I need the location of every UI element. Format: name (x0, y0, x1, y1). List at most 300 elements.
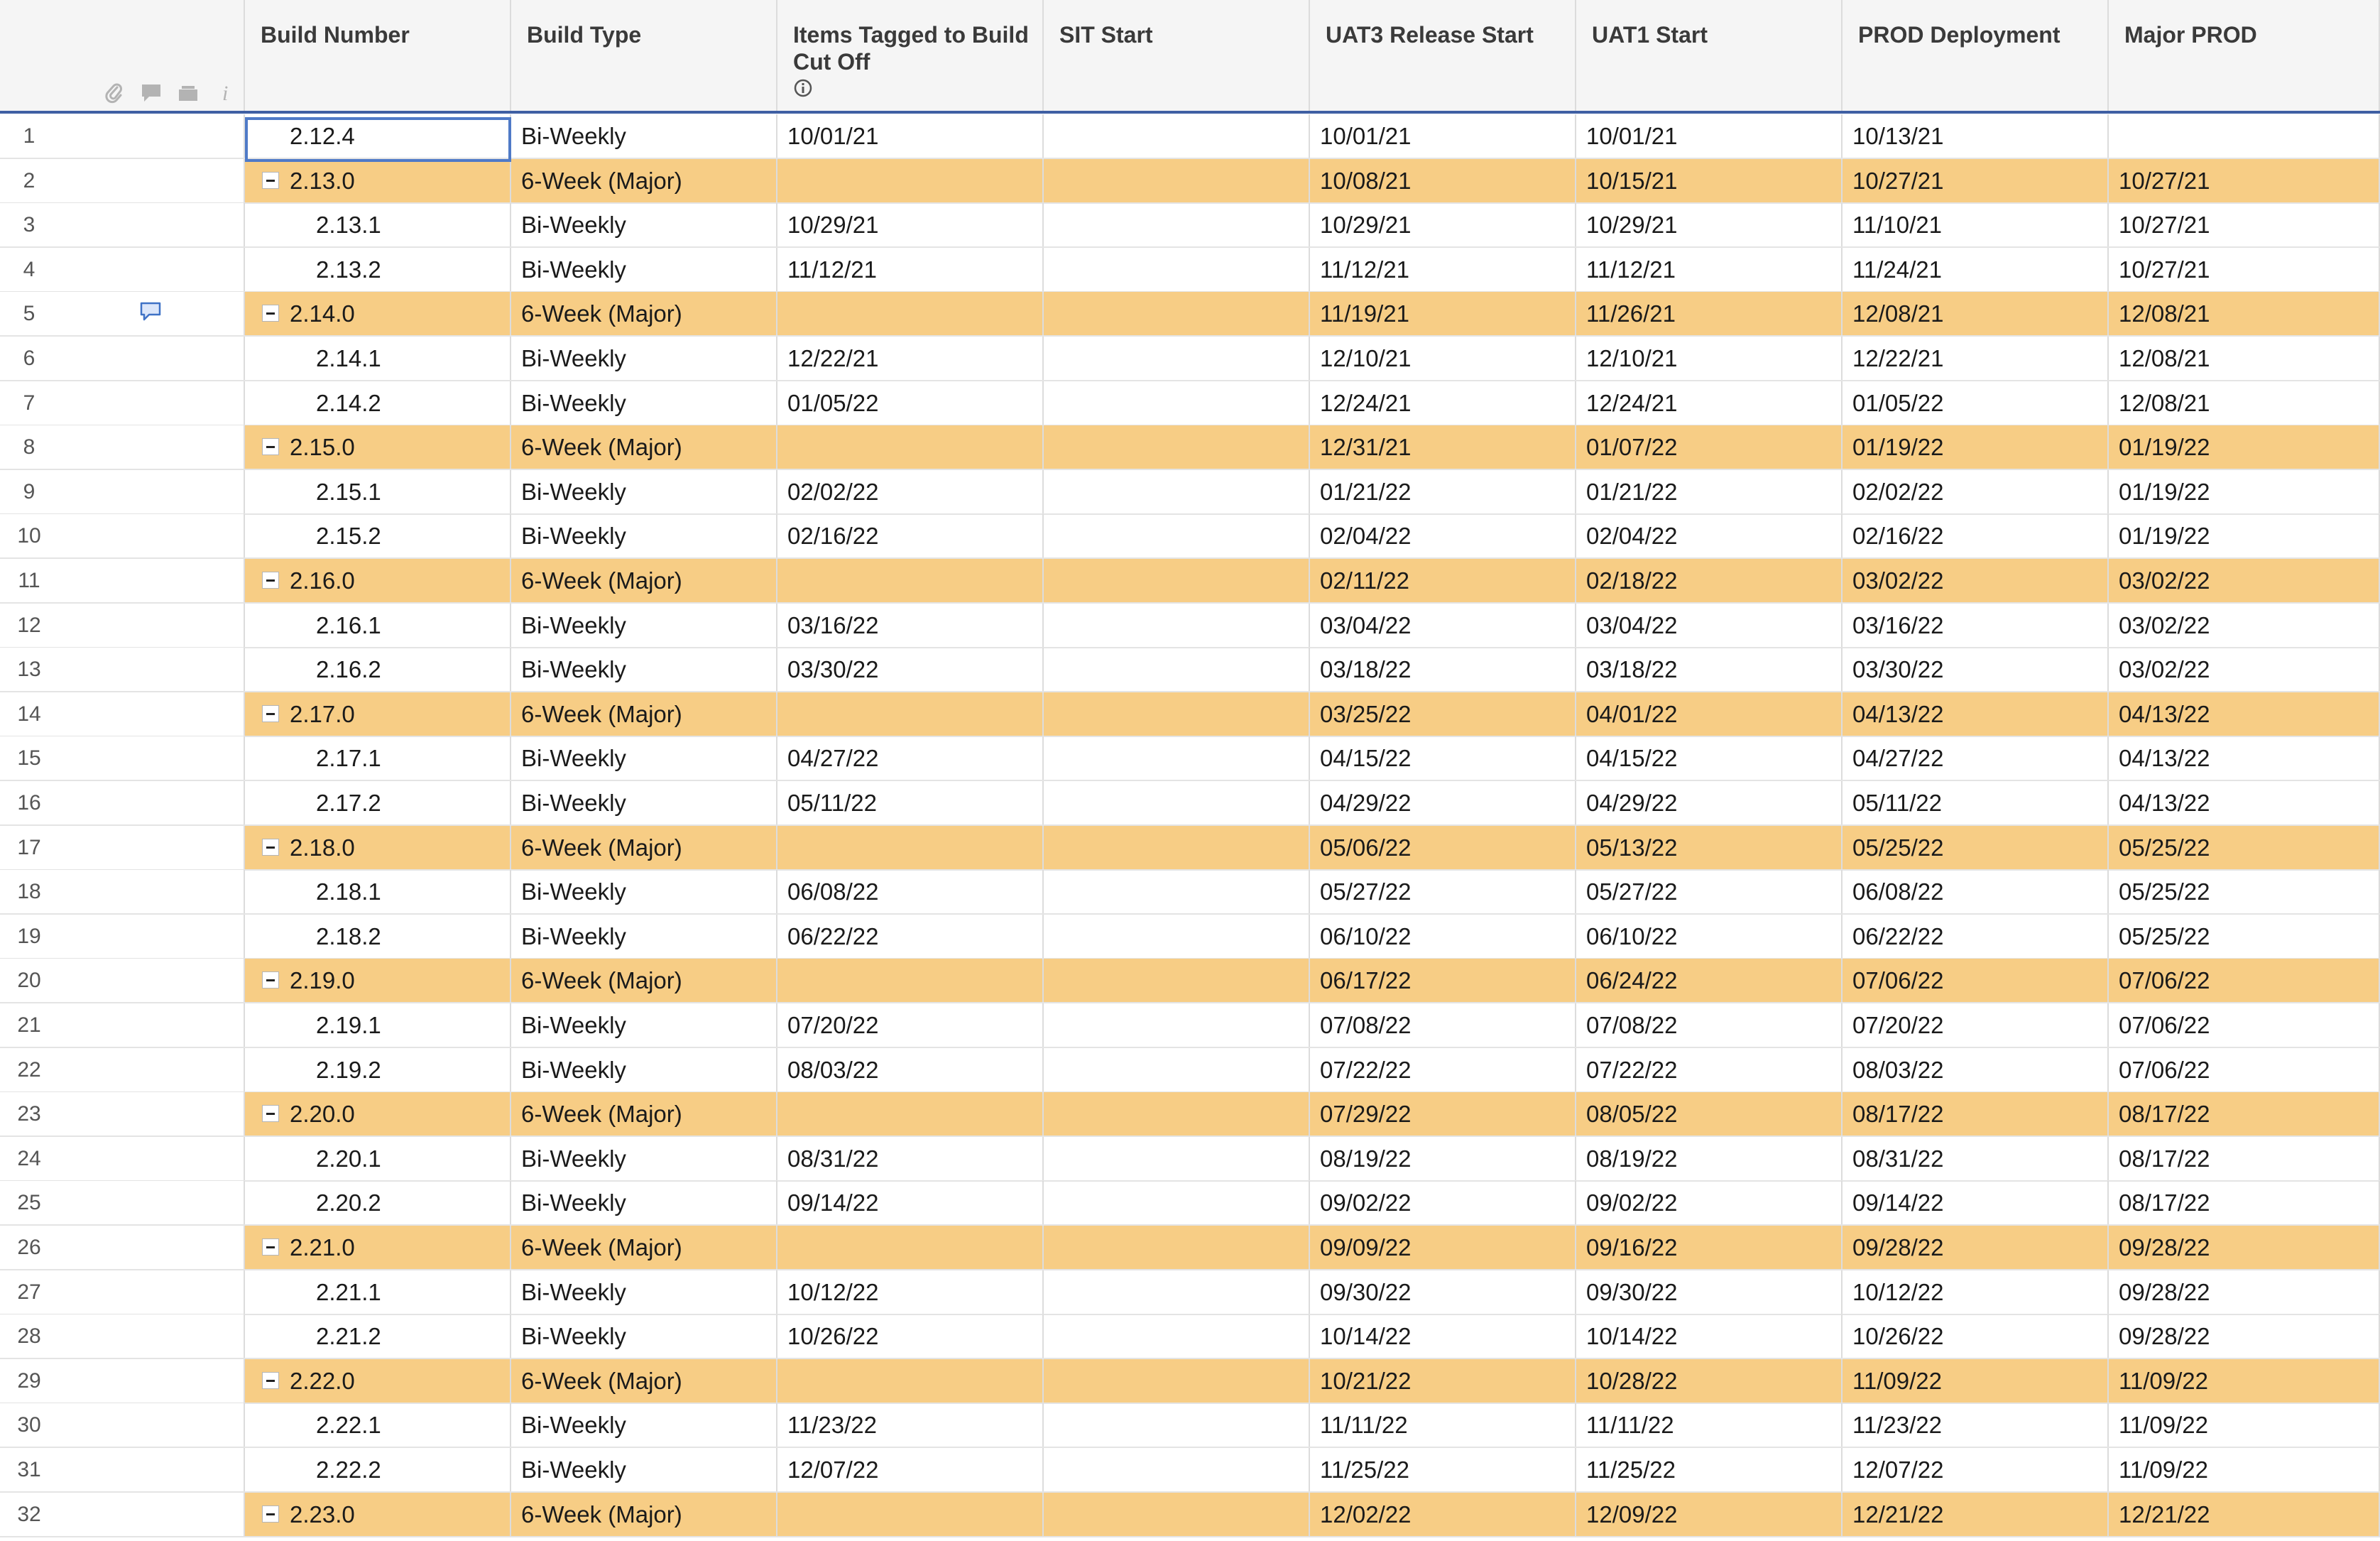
cell-sit[interactable] (1044, 203, 1310, 246)
cell-type[interactable] (511, 514, 777, 557)
cell-uat1[interactable] (1576, 1137, 1843, 1180)
cell-build[interactable] (245, 1092, 511, 1136)
cell-major[interactable] (2109, 1448, 2380, 1491)
row-gutter[interactable] (0, 337, 245, 380)
cell-sit[interactable] (1044, 1314, 1310, 1358)
cell-uat1[interactable] (1576, 1359, 1843, 1403)
cell-cutoff[interactable] (777, 781, 1044, 824)
cell-uat3[interactable] (1310, 425, 1576, 469)
cell-sit[interactable] (1044, 337, 1310, 380)
cell-cutoff[interactable] (777, 425, 1044, 469)
cell-prod[interactable] (1843, 1314, 2109, 1358)
cell-cutoff[interactable] (777, 203, 1044, 246)
collapse-toggle-icon[interactable] (262, 172, 279, 189)
cell-build[interactable] (245, 337, 511, 380)
row-gutter[interactable] (0, 1226, 245, 1269)
row-gutter[interactable] (0, 159, 245, 202)
cell-prod[interactable] (1843, 692, 2109, 736)
cell-prod[interactable] (1843, 381, 2109, 425)
collapse-toggle-icon[interactable] (262, 1505, 279, 1523)
cell-uat3[interactable] (1310, 1181, 1576, 1224)
cell-sit[interactable] (1044, 826, 1310, 869)
cell-major[interactable] (2109, 425, 2380, 469)
cell-type[interactable] (511, 203, 777, 246)
cell-prod[interactable] (1843, 826, 2109, 869)
row-gutter[interactable] (0, 248, 245, 291)
cell-type[interactable] (511, 604, 777, 647)
cell-prod[interactable] (1843, 337, 2109, 380)
cell-major[interactable] (2109, 292, 2380, 335)
cell-build[interactable] (245, 470, 511, 513)
cell-major[interactable] (2109, 1270, 2380, 1314)
cell-type[interactable] (511, 1092, 777, 1136)
cell-type[interactable] (511, 1493, 777, 1536)
cell-uat3[interactable] (1310, 381, 1576, 425)
cell-sit[interactable] (1044, 736, 1310, 780)
row-gutter[interactable] (0, 1048, 245, 1091)
column-info-icon[interactable] (793, 78, 814, 99)
cell-major[interactable] (2109, 1137, 2380, 1180)
cell-major[interactable] (2109, 470, 2380, 513)
cell-uat1[interactable] (1576, 648, 1843, 691)
cell-prod[interactable] (1843, 604, 2109, 647)
row-gutter[interactable] (0, 1270, 245, 1314)
cell-major[interactable] (2109, 781, 2380, 824)
cell-major[interactable] (2109, 692, 2380, 736)
cell-uat3[interactable] (1310, 1270, 1576, 1314)
cell-build[interactable] (245, 870, 511, 913)
cell-build[interactable] (245, 648, 511, 691)
cell-prod[interactable] (1843, 1359, 2109, 1403)
cell-uat1[interactable] (1576, 959, 1843, 1002)
cell-uat3[interactable] (1310, 1137, 1576, 1180)
cell-type[interactable] (511, 1226, 777, 1269)
table-row[interactable] (0, 1181, 2380, 1226)
cell-type[interactable] (511, 1359, 777, 1403)
row-gutter[interactable] (0, 470, 245, 513)
cell-sit[interactable] (1044, 1048, 1310, 1091)
cell-uat1[interactable] (1576, 248, 1843, 291)
cell-uat3[interactable] (1310, 159, 1576, 202)
cell-sit[interactable] (1044, 248, 1310, 291)
cell-uat3[interactable] (1310, 1314, 1576, 1358)
cell-major[interactable] (2109, 1314, 2380, 1358)
cell-sit[interactable] (1044, 1493, 1310, 1536)
row-gutter[interactable] (0, 870, 245, 913)
cell-cutoff[interactable] (777, 1314, 1044, 1358)
cell-cutoff[interactable] (777, 292, 1044, 335)
row-gutter[interactable] (0, 114, 245, 158)
row-gutter[interactable] (0, 1448, 245, 1491)
row-gutter[interactable] (0, 514, 245, 557)
collapse-toggle-icon[interactable] (262, 705, 279, 722)
cell-major[interactable] (2109, 1181, 2380, 1224)
row-gutter[interactable] (0, 1137, 245, 1180)
cell-sit[interactable] (1044, 692, 1310, 736)
cell-build[interactable] (245, 559, 511, 602)
collapse-toggle-icon[interactable] (262, 1105, 279, 1122)
collapse-toggle-icon[interactable] (262, 839, 279, 856)
cell-major[interactable] (2109, 604, 2380, 647)
cell-uat3[interactable] (1310, 292, 1576, 335)
cell-cutoff[interactable] (777, 1003, 1044, 1047)
cell-prod[interactable] (1843, 1137, 2109, 1180)
cell-major[interactable] (2109, 1403, 2380, 1447)
cell-major[interactable] (2109, 1493, 2380, 1536)
table-row[interactable] (0, 159, 2380, 204)
cell-major[interactable] (2109, 114, 2380, 158)
cell-prod[interactable] (1843, 1092, 2109, 1136)
collapse-toggle-icon[interactable] (262, 971, 279, 989)
cell-major[interactable] (2109, 1226, 2380, 1269)
cell-uat1[interactable] (1576, 1003, 1843, 1047)
row-gutter[interactable] (0, 1314, 245, 1358)
cell-build[interactable] (245, 1314, 511, 1358)
cell-cutoff[interactable] (777, 1270, 1044, 1314)
cell-major[interactable] (2109, 248, 2380, 291)
table-row[interactable] (0, 1493, 2380, 1537)
cell-uat1[interactable] (1576, 736, 1843, 780)
column-header-prod[interactable] (1843, 0, 2109, 111)
cell-sit[interactable] (1044, 514, 1310, 557)
cell-sit[interactable] (1044, 959, 1310, 1002)
cell-uat3[interactable] (1310, 1493, 1576, 1536)
row-gutter[interactable] (0, 959, 245, 1002)
cell-type[interactable] (511, 959, 777, 1002)
cell-prod[interactable] (1843, 470, 2109, 513)
cell-build[interactable] (245, 1493, 511, 1536)
collapse-toggle-icon[interactable] (262, 1238, 279, 1256)
cell-type[interactable] (511, 470, 777, 513)
cell-cutoff[interactable] (777, 248, 1044, 291)
cell-cutoff[interactable] (777, 604, 1044, 647)
cell-build[interactable] (245, 826, 511, 869)
cell-prod[interactable] (1843, 648, 2109, 691)
cell-uat3[interactable] (1310, 1403, 1576, 1447)
row-gutter[interactable] (0, 559, 245, 602)
cell-prod[interactable] (1843, 425, 2109, 469)
cell-uat1[interactable] (1576, 1092, 1843, 1136)
row-gutter[interactable] (0, 781, 245, 824)
cell-major[interactable] (2109, 736, 2380, 780)
cell-type[interactable] (511, 337, 777, 380)
table-row[interactable] (0, 915, 2380, 959)
cell-uat1[interactable] (1576, 337, 1843, 380)
cell-build[interactable] (245, 1403, 511, 1447)
cell-type[interactable] (511, 1403, 777, 1447)
cell-major[interactable] (2109, 203, 2380, 246)
cell-uat1[interactable] (1576, 514, 1843, 557)
cell-uat3[interactable] (1310, 1448, 1576, 1491)
table-row[interactable] (0, 514, 2380, 559)
cell-type[interactable] (511, 648, 777, 691)
cell-type[interactable] (511, 425, 777, 469)
cell-uat3[interactable] (1310, 1003, 1576, 1047)
cell-type[interactable] (511, 1448, 777, 1491)
row-gutter[interactable] (0, 648, 245, 691)
cell-prod[interactable] (1843, 1181, 2109, 1224)
cell-sit[interactable] (1044, 1181, 1310, 1224)
cell-prod[interactable] (1843, 1448, 2109, 1491)
cell-uat3[interactable] (1310, 1226, 1576, 1269)
column-header-uat1[interactable] (1576, 0, 1843, 111)
cell-uat1[interactable] (1576, 781, 1843, 824)
cell-build[interactable] (245, 604, 511, 647)
cell-uat3[interactable] (1310, 648, 1576, 691)
cell-sit[interactable] (1044, 1448, 1310, 1491)
table-row[interactable] (0, 114, 2380, 159)
cell-build[interactable] (245, 736, 511, 780)
table-row[interactable] (0, 1403, 2380, 1448)
cell-prod[interactable] (1843, 1048, 2109, 1091)
cell-cutoff[interactable] (777, 1359, 1044, 1403)
cell-prod[interactable] (1843, 292, 2109, 335)
cell-type[interactable] (511, 248, 777, 291)
row-gutter[interactable] (0, 826, 245, 869)
cell-prod[interactable] (1843, 1226, 2109, 1269)
column-header-uat3[interactable] (1310, 0, 1576, 111)
cell-type[interactable] (511, 1270, 777, 1314)
cell-type[interactable] (511, 826, 777, 869)
cell-cutoff[interactable] (777, 114, 1044, 158)
cell-prod[interactable] (1843, 870, 2109, 913)
cell-major[interactable] (2109, 1003, 2380, 1047)
cell-uat1[interactable] (1576, 470, 1843, 513)
cell-major[interactable] (2109, 1048, 2380, 1091)
cell-uat3[interactable] (1310, 337, 1576, 380)
table-row[interactable] (0, 1092, 2380, 1137)
cell-build[interactable] (245, 159, 511, 202)
table-row[interactable] (0, 826, 2380, 871)
cell-build[interactable] (245, 381, 511, 425)
cell-uat3[interactable] (1310, 559, 1576, 602)
cell-major[interactable] (2109, 381, 2380, 425)
row-gutter[interactable] (0, 381, 245, 425)
cell-uat3[interactable] (1310, 1092, 1576, 1136)
cell-prod[interactable] (1843, 781, 2109, 824)
cell-cutoff[interactable] (777, 159, 1044, 202)
collapse-toggle-icon[interactable] (262, 305, 279, 322)
table-row[interactable] (0, 1448, 2380, 1493)
cell-uat3[interactable] (1310, 248, 1576, 291)
cell-prod[interactable] (1843, 1403, 2109, 1447)
cell-sit[interactable] (1044, 381, 1310, 425)
cell-sit[interactable] (1044, 1359, 1310, 1403)
cell-build[interactable] (245, 1226, 511, 1269)
cell-uat1[interactable] (1576, 1048, 1843, 1091)
cell-major[interactable] (2109, 648, 2380, 691)
cell-uat1[interactable] (1576, 1181, 1843, 1224)
cell-cutoff[interactable] (777, 1048, 1044, 1091)
cell-uat3[interactable] (1310, 470, 1576, 513)
cell-type[interactable] (511, 1314, 777, 1358)
cell-prod[interactable] (1843, 114, 2109, 158)
row-gutter[interactable] (0, 425, 245, 469)
cell-uat1[interactable] (1576, 692, 1843, 736)
cell-type[interactable] (511, 381, 777, 425)
cell-uat1[interactable] (1576, 870, 1843, 913)
row-gutter[interactable] (0, 1003, 245, 1047)
column-header-sit[interactable] (1044, 0, 1310, 111)
cell-build[interactable] (245, 1003, 511, 1047)
cell-major[interactable] (2109, 1092, 2380, 1136)
cell-prod[interactable] (1843, 1003, 2109, 1047)
cell-uat1[interactable] (1576, 1314, 1843, 1358)
column-header-build[interactable] (245, 0, 511, 111)
column-header-major[interactable] (2109, 0, 2380, 111)
cell-build[interactable] (245, 915, 511, 958)
cell-uat3[interactable] (1310, 514, 1576, 557)
cell-build[interactable] (245, 1137, 511, 1180)
cell-build[interactable] (245, 514, 511, 557)
cell-uat3[interactable] (1310, 826, 1576, 869)
table-row[interactable] (0, 559, 2380, 604)
cell-uat1[interactable] (1576, 826, 1843, 869)
cell-uat3[interactable] (1310, 1048, 1576, 1091)
collapse-toggle-icon[interactable] (262, 438, 279, 455)
cell-cutoff[interactable] (777, 870, 1044, 913)
cell-major[interactable] (2109, 915, 2380, 958)
cell-uat3[interactable] (1310, 959, 1576, 1002)
cell-prod[interactable] (1843, 159, 2109, 202)
cell-prod[interactable] (1843, 514, 2109, 557)
cell-major[interactable] (2109, 514, 2380, 557)
cell-cutoff[interactable] (777, 1448, 1044, 1491)
cell-type[interactable] (511, 292, 777, 335)
table-row[interactable] (0, 425, 2380, 470)
cell-cutoff[interactable] (777, 1137, 1044, 1180)
cell-uat1[interactable] (1576, 203, 1843, 246)
cell-build[interactable] (245, 292, 511, 335)
cell-major[interactable] (2109, 337, 2380, 380)
cell-sit[interactable] (1044, 114, 1310, 158)
cell-cutoff[interactable] (777, 1403, 1044, 1447)
cell-major[interactable] (2109, 870, 2380, 913)
cell-build[interactable] (245, 1048, 511, 1091)
cell-uat1[interactable] (1576, 425, 1843, 469)
cell-build[interactable] (245, 1181, 511, 1224)
cell-cutoff[interactable] (777, 736, 1044, 780)
table-row[interactable] (0, 292, 2380, 337)
cell-build[interactable] (245, 1270, 511, 1314)
cell-type[interactable] (511, 559, 777, 602)
cell-type[interactable] (511, 1003, 777, 1047)
cell-uat3[interactable] (1310, 203, 1576, 246)
row-gutter[interactable] (0, 1493, 245, 1536)
cell-sit[interactable] (1044, 292, 1310, 335)
cell-uat1[interactable] (1576, 1270, 1843, 1314)
row-gutter[interactable] (0, 915, 245, 958)
cell-cutoff[interactable] (777, 692, 1044, 736)
cell-cutoff[interactable] (777, 959, 1044, 1002)
cell-build[interactable] (245, 425, 511, 469)
row-gutter[interactable] (0, 292, 245, 335)
table-row[interactable] (0, 1137, 2380, 1182)
cell-uat1[interactable] (1576, 114, 1843, 158)
cell-major[interactable] (2109, 1359, 2380, 1403)
cell-sit[interactable] (1044, 648, 1310, 691)
cell-uat3[interactable] (1310, 870, 1576, 913)
cell-uat3[interactable] (1310, 1359, 1576, 1403)
row-gutter[interactable] (0, 1181, 245, 1224)
cell-uat3[interactable] (1310, 114, 1576, 158)
cell-sit[interactable] (1044, 425, 1310, 469)
cell-build[interactable] (245, 1448, 511, 1491)
cell-prod[interactable] (1843, 248, 2109, 291)
row-gutter[interactable] (0, 692, 245, 736)
cell-type[interactable] (511, 870, 777, 913)
cell-build[interactable] (245, 248, 511, 291)
cell-uat1[interactable] (1576, 1403, 1843, 1447)
table-row[interactable] (0, 959, 2380, 1003)
cell-type[interactable] (511, 692, 777, 736)
column-header-type[interactable] (511, 0, 777, 111)
row-gutter[interactable] (0, 1092, 245, 1136)
table-row[interactable] (0, 203, 2380, 248)
cell-sit[interactable] (1044, 1137, 1310, 1180)
cell-prod[interactable] (1843, 203, 2109, 246)
cell-uat1[interactable] (1576, 604, 1843, 647)
cell-prod[interactable] (1843, 959, 2109, 1002)
cell-prod[interactable] (1843, 915, 2109, 958)
cell-type[interactable] (511, 159, 777, 202)
row-gutter[interactable] (0, 1403, 245, 1447)
cell-sit[interactable] (1044, 870, 1310, 913)
cell-sit[interactable] (1044, 781, 1310, 824)
cell-cutoff[interactable] (777, 1092, 1044, 1136)
cell-sit[interactable] (1044, 470, 1310, 513)
cell-sit[interactable] (1044, 1403, 1310, 1447)
cell-cutoff[interactable] (777, 381, 1044, 425)
table-row[interactable] (0, 604, 2380, 648)
cell-uat3[interactable] (1310, 915, 1576, 958)
cell-sit[interactable] (1044, 559, 1310, 602)
cell-cutoff[interactable] (777, 1181, 1044, 1224)
cell-cutoff[interactable] (777, 1493, 1044, 1536)
cell-sit[interactable] (1044, 159, 1310, 202)
cell-major[interactable] (2109, 559, 2380, 602)
cell-uat1[interactable] (1576, 159, 1843, 202)
cell-build[interactable] (245, 781, 511, 824)
cell-uat3[interactable] (1310, 604, 1576, 647)
cell-sit[interactable] (1044, 604, 1310, 647)
cell-uat1[interactable] (1576, 915, 1843, 958)
table-row[interactable] (0, 470, 2380, 515)
column-header-cutoff[interactable] (777, 0, 1044, 111)
cell-build[interactable] (245, 203, 511, 246)
cell-major[interactable] (2109, 826, 2380, 869)
cell-type[interactable] (511, 1137, 777, 1180)
cell-build[interactable] (245, 1359, 511, 1403)
table-row[interactable] (0, 1270, 2380, 1315)
cell-sit[interactable] (1044, 1226, 1310, 1269)
row-comment-icon[interactable] (139, 300, 163, 325)
row-gutter[interactable] (0, 203, 245, 246)
table-row[interactable] (0, 1314, 2380, 1359)
collapse-toggle-icon[interactable] (262, 1372, 279, 1389)
cell-major[interactable] (2109, 959, 2380, 1002)
cell-sit[interactable] (1044, 1092, 1310, 1136)
cell-uat1[interactable] (1576, 1493, 1843, 1536)
cell-uat1[interactable] (1576, 381, 1843, 425)
table-row[interactable] (0, 781, 2380, 826)
table-row[interactable] (0, 248, 2380, 293)
cell-prod[interactable] (1843, 559, 2109, 602)
table-row[interactable] (0, 692, 2380, 737)
cell-sit[interactable] (1044, 1003, 1310, 1047)
row-gutter[interactable] (0, 1359, 245, 1403)
cell-type[interactable] (511, 736, 777, 780)
